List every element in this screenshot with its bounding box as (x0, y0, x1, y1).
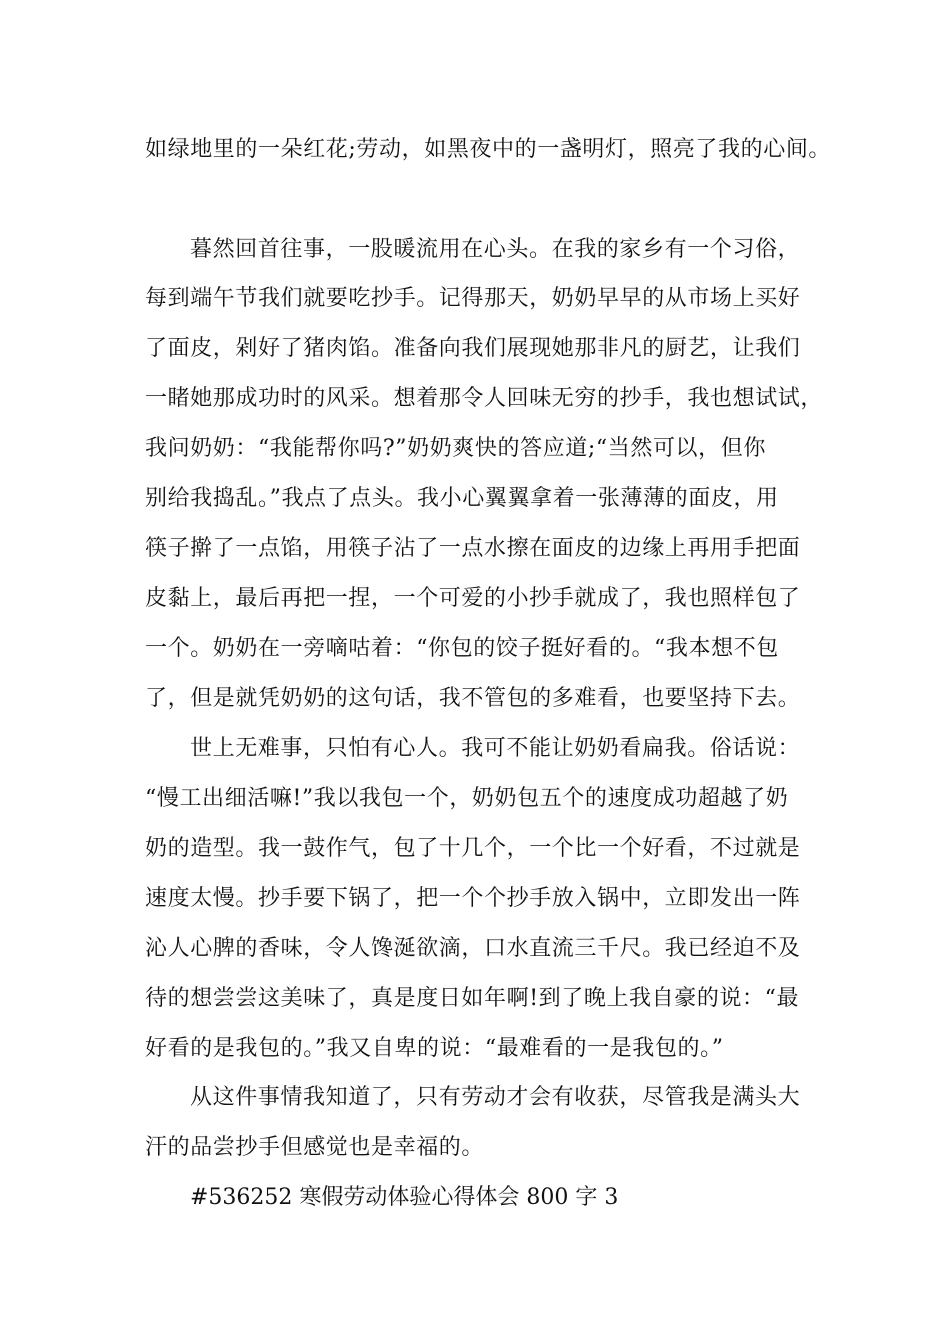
text-line: 一睹她那成功时的风采。想着那令人回味无穷的抄手，我也想试试， (145, 386, 824, 411)
text-line: 皮黏上，最后再把一捏，一个可爱的小抄手就成了，我也照样包了 (145, 586, 801, 611)
text-line: 一个。奶奶在一旁嘀咕着：“你包的饺子挺好看的。“我本想不包 (145, 636, 779, 661)
text-line: 筷子擀了一点馅，用筷子沾了一点水擦在面皮的边缘上再用手把面 (145, 536, 801, 561)
text-line: 世上无难事，只怕有心人。我可不能让奶奶看扁我。俗话说： (190, 736, 801, 761)
text-line: 如绿地里的一朵红花;劳动，如黑夜中的一盏明灯，照亮了我的心间。 (145, 137, 832, 162)
text-line: 每到端午节我们就要吃抄手。记得那天，奶奶早早的从市场上买好 (145, 286, 801, 311)
text-line: 待的想尝尝这美味了，真是度日如年啊!到了晚上我自豪的说：“最 (145, 986, 800, 1011)
text-line: 速度太慢。抄手要下锅了，把一个个抄手放入锅中，立即发出一阵 (145, 886, 801, 911)
text-line: 暮然回首往事，一股暖流用在心头。在我的家乡有一个习俗， (190, 237, 801, 262)
text-line: “慢工出细活嘛!”我以我包一个，奶奶包五个的速度成功超越了奶 (145, 786, 789, 811)
text-line: 汗的品尝抄手但感觉也是幸福的。 (145, 1135, 485, 1160)
text-line: 奶的造型。我一鼓作气，包了十几个，一个比一个好看，不过就是 (145, 836, 801, 861)
text-line: 我问奶奶：“我能帮你吗?”奶奶爽快的答应道;“当然可以，但你 (145, 436, 766, 461)
text-line: 好看的是我包的。”我又自卑的说：“最难看的一是我包的。” (145, 1036, 724, 1061)
section-heading: #536252 寒假劳动体验心得体会 800 字 3 (190, 1185, 619, 1210)
text-line: 了，但是就凭奶奶的这句话，我不管包的多难看，也要坚持下去。 (145, 686, 801, 711)
text-line: 了面皮，剁好了猪肉馅。准备向我们展现她那非凡的厨艺，让我们 (145, 336, 801, 361)
text-line: 沁人心脾的香味，令人馋涎欲滴，口水直流三千尺。我已经迫不及 (145, 936, 801, 961)
text-line: 别给我捣乱。”我点了点头。我小心翼翼拿着一张薄薄的面皮，用 (145, 486, 779, 511)
text-line: 从这件事情我知道了，只有劳动才会有收获，尽管我是满头大 (190, 1085, 801, 1110)
